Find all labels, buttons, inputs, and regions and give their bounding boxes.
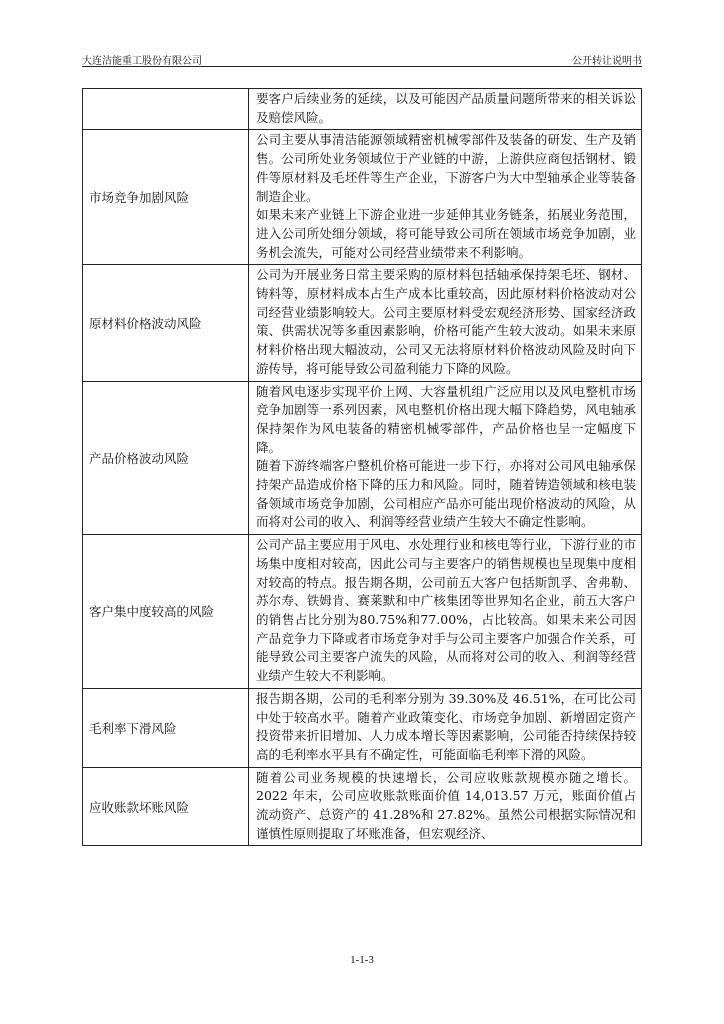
risk-row <box>83 381 642 535</box>
risk-row <box>83 265 642 381</box>
risk-name-cell <box>83 381 249 535</box>
risk-description-paragraph: 随着下游终端客户整机价格可能进一步下行，亦将对公司风电轴承保持架产品造成价格下降的压力和风险。同时，随着铸造领域和核电装备领域市场竞争加剧，公司相应产品亦可能出现价格波动的风险，从而将对公司的收入、利润等经营业绩产生较大不确定性影响。 <box>256 458 636 530</box>
risk-name: 客户集中度较高的风险 <box>89 604 215 620</box>
risk-table-body <box>83 89 642 846</box>
risk-name: 应收账款坏账风险 <box>89 799 190 815</box>
header-divider <box>82 66 642 67</box>
risk-factors-table <box>82 88 642 846</box>
risk-name: 毛利率下滑风险 <box>89 720 177 736</box>
risk-description-cell <box>249 688 642 767</box>
risk-description-cell <box>249 130 642 265</box>
document-title: 公开转让说明书 <box>572 56 642 67</box>
risk-name-cell <box>83 89 249 130</box>
risk-row <box>83 535 642 689</box>
risk-description-cell <box>249 265 642 381</box>
risk-name: 市场竞争加剧风险 <box>89 190 190 206</box>
risk-row <box>83 688 642 767</box>
risk-description-paragraph: 公司产品主要应用于风电、水处理行业和核电等行业，下游行业的市场集中度相对较高，因此公司与主要客户的销售规模也呈现集中度相对较高的特点。报告期各期，公司前五大客户包括斯凯孚、舍弗勒、苏尔寿、铁姆肯、赛莱默和中广核集团等世界知名企业，前五大客户的销售占比分别为80.75%和77.00%，占比较高。如果未来公司因产品竞争力下降或者市场竞争对手与公司主要客户加强合作关系，可能导致公司主要客户流失的风险，从而将对公司的收入、利润等经营业绩产生较大不利影响。 <box>256 537 636 684</box>
risk-description-paragraph: 随着风电逐步实现平价上网、大容量机组广泛应用以及风电整机市场竞争加剧等一系列因素，风电整机价格出现大幅下降趋势，风电轴承保持架作为风电装备的精密机械零部件，产品价格也呈一定幅度下降。 <box>256 383 636 455</box>
risk-row <box>83 130 642 265</box>
risk-name: 产品价格波动风险 <box>89 450 190 466</box>
risk-row <box>83 89 642 130</box>
risk-description-paragraph: 要客户后续业务的延续，以及可能因产品质量问题所带来的相关诉讼及赔偿风险。 <box>256 91 636 125</box>
risk-description-paragraph: 随着公司业务规模的快速增长，公司应收账款规模亦随之增长。2022 年末，公司应收账款账面价值 14,013.57 万元，账面价值占流动资产、总资产的 41.28%和 27.82%。虽然公司根据实际情况和谨慎性原则提取了坏账准备，但宏观经济、 <box>256 769 636 841</box>
risk-description-cell <box>249 535 642 689</box>
risk-description-paragraph: 报告期各期，公司的毛利率分别为 39.30%及 46.51%，在可比公司中处于较高水平。随着产业政策变化、市场竞争加剧、新增固定资产投资带来折旧增加、人力成本增长等因素影响，公司能否持续保持较高的毛利率水平具有不确定性，可能面临毛利率下滑的风险。 <box>256 690 636 762</box>
page-header <box>82 48 642 68</box>
risk-row <box>83 767 642 846</box>
risk-name-cell <box>83 265 249 381</box>
risk-name-cell <box>83 535 249 689</box>
page-number: 1-1-3 <box>350 954 374 966</box>
risk-name: 原材料价格波动风险 <box>89 315 202 331</box>
risk-description-cell <box>249 89 642 130</box>
risk-description-cell <box>249 381 642 535</box>
company-name: 大连洁能重工股份有限公司 <box>82 56 202 67</box>
risk-description-paragraph: 如果未来产业链上下游企业进一步延伸其业务链条，拓展业务范围，进入公司所处细分领域，将可能导致公司所在领域市场竞争加剧，业务机会流失，可能对公司经营业绩带来不利影响。 <box>256 207 636 260</box>
risk-description-cell <box>249 767 642 846</box>
risk-name-cell <box>83 130 249 265</box>
risk-name-cell <box>83 688 249 767</box>
risk-name-cell <box>83 767 249 846</box>
risk-description-paragraph: 公司主要从事清洁能源领域精密机械零部件及装备的研发、生产及销售。公司所处业务领域位于产业链的中游，上游供应商包括钢材、锻件等原材料及毛坯件等生产企业，下游客户为大中型轴承企业等装备制造企业。 <box>256 132 636 204</box>
risk-description-paragraph: 公司为开展业务日常主要采购的原材料包括轴承保持架毛坯、钢材、铸料等，原材料成本占生产成本比重较高，因此原材料价格波动对公司经营业绩影响较大。公司主要原材料受宏观经济形势、国家经济政策、供需状况等多重因素影响，价格可能产生较大波动。如果未来原材料价格出现大幅波动，公司又无法将原材料价格波动风险及时向下游传导，将可能导致公司盈利能力下降的风险。 <box>256 267 636 376</box>
